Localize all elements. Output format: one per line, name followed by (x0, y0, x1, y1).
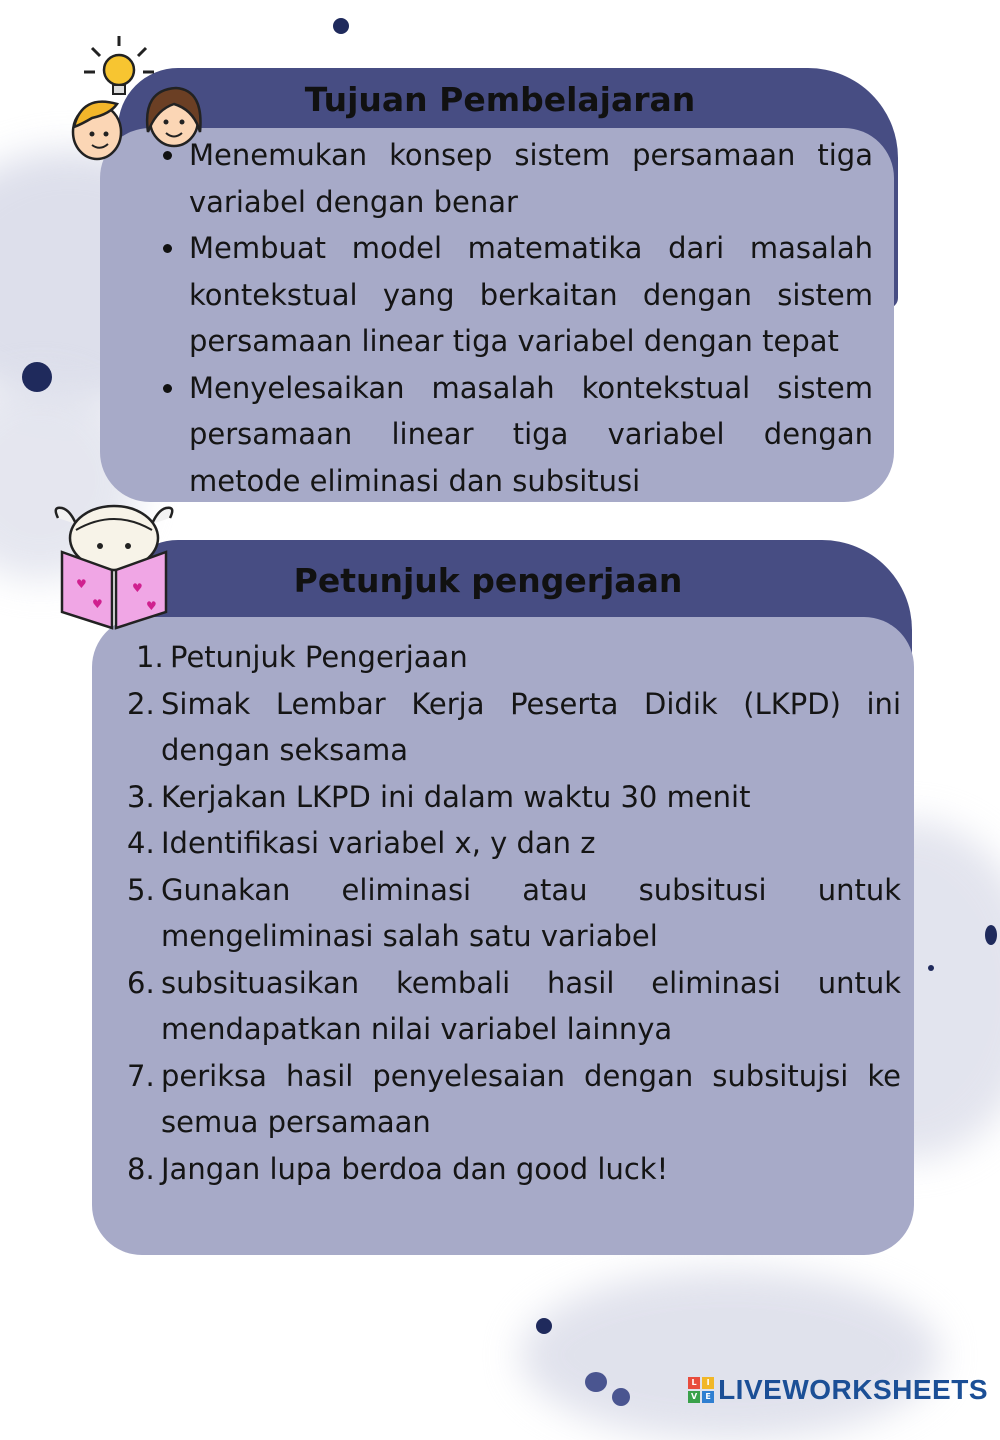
list-item: Membuat model matematika dari masalah kontekstual yang berkaitan dengan sistem persamaan linear tiga variabel dengan tepat (189, 225, 873, 365)
list-item: Menemukan konsep sistem persamaan tiga variabel dengan benar (189, 132, 873, 225)
objectives-title: Tujuan Pembelajaran (304, 80, 696, 119)
kids-thinking-icon (62, 32, 212, 167)
liveworksheets-logo-icon: L I V E (688, 1377, 714, 1403)
instructions-title: Petunjuk pengerjaan (293, 561, 683, 600)
svg-text:♥: ♥ (132, 581, 143, 595)
list-item: Menyelesaikan masalah kontekstual sistem persamaan linear tiga variabel dengan metode eliminasi dan subsitusi (189, 365, 873, 505)
svg-text:♥: ♥ (76, 577, 87, 591)
list-item: 7. periksa hasil penyelesaian dengan subsitujsi ke semua persamaan (127, 1058, 901, 1139)
liveworksheets-brand (688, 1374, 988, 1406)
bullet-icon (163, 244, 172, 253)
instructions-list (127, 634, 901, 1192)
svg-text:♥: ♥ (146, 599, 157, 613)
watercolor-wash (520, 1270, 940, 1440)
bullet-icon (163, 384, 172, 393)
list-item: 1. Petunjuk Pengerjaan (136, 640, 468, 674)
list-item: 4. Identifikasi variabel x, y dan z (127, 826, 596, 860)
lightbulb-icon (84, 36, 154, 94)
ink-dot (536, 1318, 552, 1334)
ink-dot (612, 1388, 630, 1406)
ink-dot (985, 925, 997, 945)
ink-dot (928, 965, 934, 971)
svg-text:♥: ♥ (92, 597, 103, 611)
ink-dot (333, 18, 349, 34)
list-item: 8. Jangan lupa berdoa dan good luck! (127, 1151, 669, 1186)
objectives-list (189, 132, 873, 504)
list-item: 6. subsituasikan kembali hasil eliminasi untuk mendapatkan nilai variabel lainnya (127, 965, 901, 1046)
brand-text: LIVEWORKSHEETS (718, 1374, 988, 1405)
list-item: 3. Kerjakan LKPD ini dalam waktu 30 menit (127, 779, 751, 814)
list-item: 2. Simak Lembar Kerja Peserta Didik (LKPD) ini dengan seksama (127, 686, 901, 767)
list-item: 5. Gunakan eliminasi atau subsitusi untuk mengeliminasi salah satu variabel (127, 872, 901, 953)
ink-dot (585, 1372, 607, 1392)
ink-dot (22, 362, 52, 392)
girl-reading-icon (48, 500, 180, 635)
